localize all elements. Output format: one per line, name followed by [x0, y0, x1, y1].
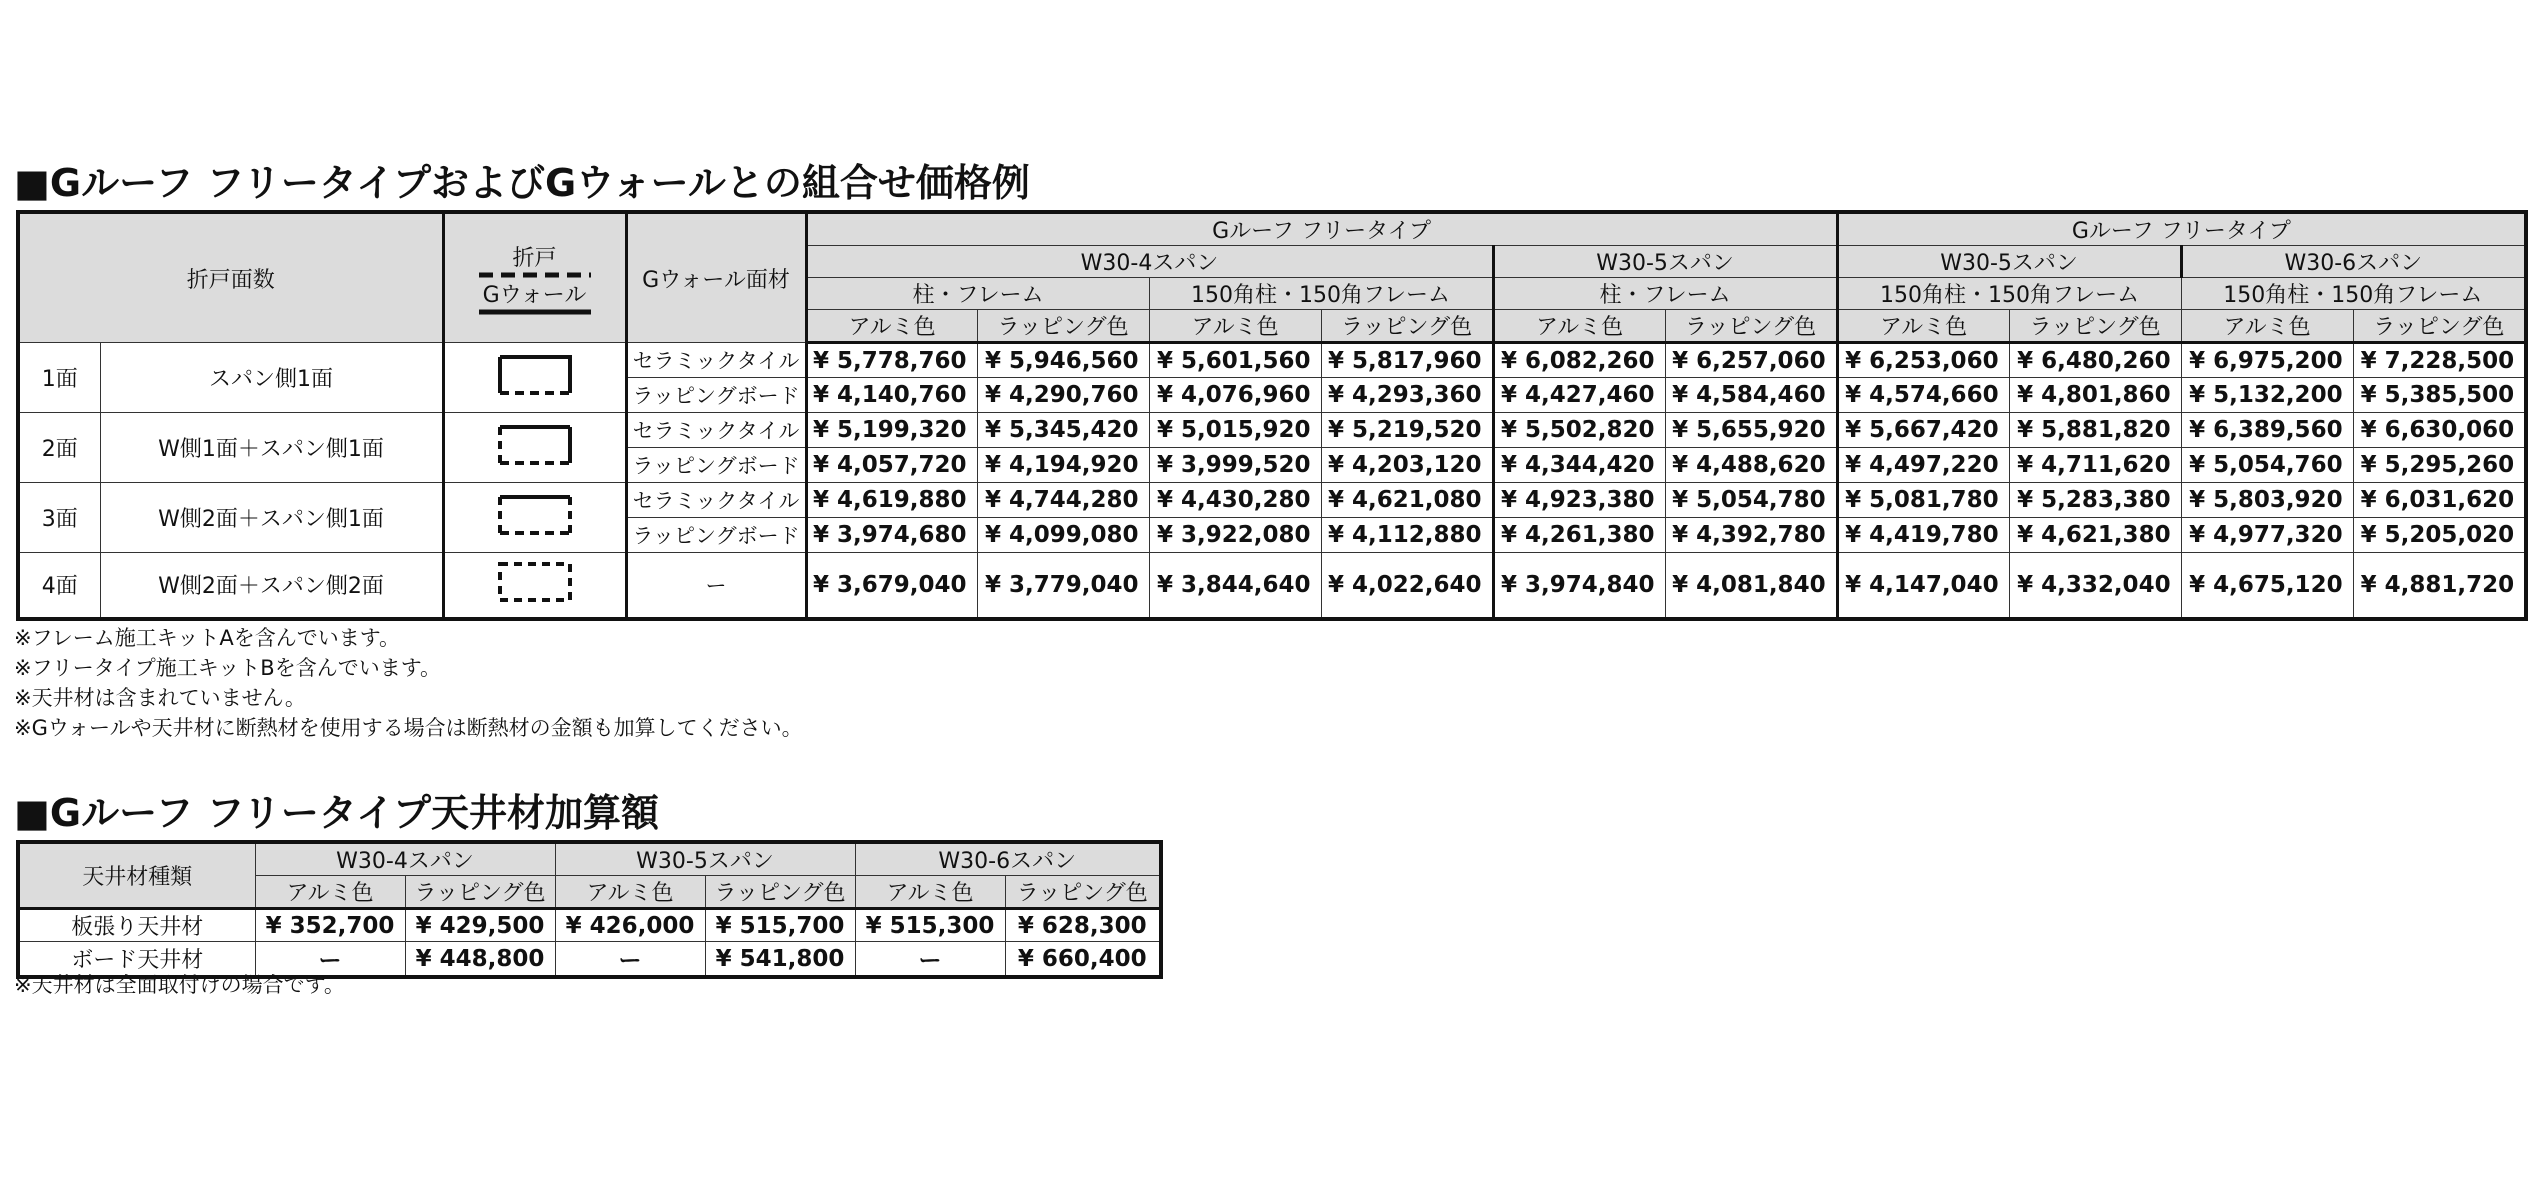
- wall-material: ラッピングボード: [626, 378, 806, 413]
- face-count: 3面: [18, 483, 100, 553]
- header-color: アルミ色: [1493, 310, 1665, 343]
- section1-notes: [14, 623, 803, 743]
- price-cell: ¥ 4,923,380: [1493, 483, 1665, 518]
- price-cell: ー: [855, 942, 1005, 978]
- section1-title: ■Gルーフ フリータイプおよびGウォールとの組合せ価格例: [14, 161, 1030, 205]
- table-row: [18, 413, 2526, 448]
- header-color: ラッピング色: [2009, 310, 2181, 343]
- price-cell: ¥ 6,480,260: [2009, 343, 2181, 378]
- header-span: W30-5スパン: [555, 842, 855, 876]
- price-cell: ¥ 4,290,760: [977, 378, 1149, 413]
- price-cell: ¥ 6,630,060: [2353, 413, 2526, 448]
- price-cell: ¥ 5,803,920: [2181, 483, 2353, 518]
- section2-title: ■Gルーフ フリータイプ天井材加算額: [14, 791, 660, 835]
- header-wall-material: Gウォール面材: [626, 212, 806, 343]
- price-cell: ¥ 4,194,920: [977, 448, 1149, 483]
- wall-material: ラッピングボード: [626, 448, 806, 483]
- face-count: 4面: [18, 553, 100, 619]
- price-cell: ¥ 4,022,640: [1321, 553, 1493, 619]
- header-frame: 柱・フレーム: [1493, 278, 1837, 310]
- price-cell: ¥ 426,000: [555, 909, 705, 942]
- price-cell: ¥ 4,801,860: [2009, 378, 2181, 413]
- price-cell: ¥ 6,253,060: [1837, 343, 2009, 378]
- price-cell: ¥ 4,147,040: [1837, 553, 2009, 619]
- header-legend: [443, 212, 626, 343]
- price-cell: ¥ 5,778,760: [806, 343, 977, 378]
- header-color: アルミ色: [255, 876, 405, 909]
- price-cell: ¥ 4,497,220: [1837, 448, 2009, 483]
- door-diagram-2: [443, 413, 626, 483]
- price-cell: ¥ 5,881,820: [2009, 413, 2181, 448]
- price-table-ceiling: [16, 840, 1163, 979]
- price-cell: ¥ 4,332,040: [2009, 553, 2181, 619]
- price-cell: ¥ 5,054,780: [1665, 483, 1837, 518]
- wall-material: セラミックタイル: [626, 413, 806, 448]
- note: ※天井材は含まれていません。: [14, 686, 306, 710]
- price-cell: ¥ 7,228,500: [2353, 343, 2526, 378]
- price-cell: ー: [255, 942, 405, 978]
- table-row: [18, 483, 2526, 518]
- price-cell: ¥ 4,203,120: [1321, 448, 1493, 483]
- header-color: アルミ色: [855, 876, 1005, 909]
- header-color: ラッピング色: [1665, 310, 1837, 343]
- price-cell: ¥ 4,621,080: [1321, 483, 1493, 518]
- door-layout-1-icon: [497, 354, 573, 396]
- door-diagram-3: [443, 483, 626, 553]
- price-cell: ¥ 5,502,820: [1493, 413, 1665, 448]
- price-cell: ¥ 4,427,460: [1493, 378, 1665, 413]
- price-cell: ¥ 4,076,960: [1149, 378, 1321, 413]
- note: ※フレーム施工キットAを含んでいます。: [14, 626, 401, 650]
- price-cell: ¥ 4,293,360: [1321, 378, 1493, 413]
- door-diagram-1: [443, 343, 626, 413]
- price-cell: ¥ 4,488,620: [1665, 448, 1837, 483]
- price-cell: ¥ 3,999,520: [1149, 448, 1321, 483]
- header-span-w30-5a: W30-5スパン: [1493, 246, 1837, 278]
- price-cell: ¥ 3,974,840: [1493, 553, 1665, 619]
- price-cell: ¥ 5,054,760: [2181, 448, 2353, 483]
- price-cell: ¥ 3,922,080: [1149, 518, 1321, 553]
- face-description: W側2面＋スパン側1面: [100, 483, 443, 553]
- price-cell: ¥ 6,975,200: [2181, 343, 2353, 378]
- price-cell: ¥ 6,082,260: [1493, 343, 1665, 378]
- header-color: アルミ色: [2181, 310, 2353, 343]
- price-cell: ¥ 628,300: [1005, 909, 1161, 942]
- price-cell: ¥ 4,099,080: [977, 518, 1149, 553]
- header-group1: Gルーフ フリータイプ: [806, 212, 1837, 246]
- header-color: ラッピング色: [705, 876, 855, 909]
- header-group2: Gルーフ フリータイプ: [1837, 212, 2526, 246]
- price-cell: ¥ 4,261,380: [1493, 518, 1665, 553]
- price-cell: ¥ 660,400: [1005, 942, 1161, 978]
- header-span: W30-4スパン: [255, 842, 555, 876]
- price-cell: ¥ 4,112,880: [1321, 518, 1493, 553]
- header-frame: 150角柱・150角フレーム: [1149, 278, 1493, 310]
- price-cell: ¥ 4,081,840: [1665, 553, 1837, 619]
- price-cell: ¥ 4,977,320: [2181, 518, 2353, 553]
- wall-material: ラッピングボード: [626, 518, 806, 553]
- price-cell: ¥ 4,140,760: [806, 378, 977, 413]
- price-cell: ¥ 6,031,620: [2353, 483, 2526, 518]
- door-layout-4-icon: [497, 561, 573, 603]
- door-diagram-4: [443, 553, 626, 619]
- price-cell: ¥ 4,881,720: [2353, 553, 2526, 619]
- face-count: 1面: [18, 343, 100, 413]
- face-description: W側2面＋スパン側2面: [100, 553, 443, 619]
- price-cell: ー: [555, 942, 705, 978]
- price-cell: ¥ 5,655,920: [1665, 413, 1837, 448]
- table-row: [18, 553, 2526, 619]
- price-cell: ¥ 5,081,780: [1837, 483, 2009, 518]
- wall-material: セラミックタイル: [626, 343, 806, 378]
- price-cell: ¥ 6,389,560: [2181, 413, 2353, 448]
- price-cell: ¥ 4,392,780: [1665, 518, 1837, 553]
- price-cell: ¥ 5,199,320: [806, 413, 977, 448]
- header-color: アルミ色: [1837, 310, 2009, 343]
- note: ※Gウォールや天井材に断熱材を使用する場合は断熱材の金額も加算してください。: [14, 716, 803, 740]
- price-cell: ¥ 5,946,560: [977, 343, 1149, 378]
- price-cell: ¥ 5,015,920: [1149, 413, 1321, 448]
- door-layout-3-icon: [497, 494, 573, 536]
- wall-material: セラミックタイル: [626, 483, 806, 518]
- header-color: ラッピング色: [977, 310, 1149, 343]
- price-cell: ¥ 352,700: [255, 909, 405, 942]
- price-cell: ¥ 3,974,680: [806, 518, 977, 553]
- price-cell: ¥ 4,344,420: [1493, 448, 1665, 483]
- table-row: [18, 909, 1161, 942]
- price-cell: ¥ 6,257,060: [1665, 343, 1837, 378]
- header-color: ラッピング色: [1005, 876, 1161, 909]
- face-description: スパン側1面: [100, 343, 443, 413]
- header-span-w30-4: W30-4スパン: [806, 246, 1493, 278]
- price-cell: ¥ 4,430,280: [1149, 483, 1321, 518]
- ceiling-type: 板張り天井材: [18, 909, 255, 942]
- price-cell: ¥ 5,385,500: [2353, 378, 2526, 413]
- price-cell: ¥ 5,205,020: [2353, 518, 2526, 553]
- header-span-w30-6: W30-6スパン: [2181, 246, 2526, 278]
- price-cell: ¥ 3,779,040: [977, 553, 1149, 619]
- price-table-combination: [16, 210, 2528, 621]
- header-frame: 150角柱・150角フレーム: [1837, 278, 2181, 310]
- header-span: W30-6スパン: [855, 842, 1161, 876]
- price-cell: ¥ 515,300: [855, 909, 1005, 942]
- price-cell: ¥ 541,800: [705, 942, 855, 978]
- price-cell: ¥ 4,675,120: [2181, 553, 2353, 619]
- price-cell: ¥ 4,711,620: [2009, 448, 2181, 483]
- price-cell: ¥ 4,621,380: [2009, 518, 2181, 553]
- header-ceiling-type: 天井材種類: [18, 842, 255, 909]
- header-frame: 150角柱・150角フレーム: [2181, 278, 2526, 310]
- note: ※フリータイプ施工キットBを含んでいます。: [14, 656, 442, 680]
- header-color: ラッピング色: [1321, 310, 1493, 343]
- price-cell: ¥ 4,584,460: [1665, 378, 1837, 413]
- price-cell: ¥ 5,667,420: [1837, 413, 2009, 448]
- price-cell: ¥ 3,844,640: [1149, 553, 1321, 619]
- price-cell: ¥ 5,283,380: [2009, 483, 2181, 518]
- price-cell: ¥ 5,219,520: [1321, 413, 1493, 448]
- price-cell: ¥ 429,500: [405, 909, 555, 942]
- ceiling-type: ボード天井材: [18, 942, 255, 978]
- legend-bottom-label: Gウォール: [482, 283, 587, 308]
- header-frame: 柱・フレーム: [806, 278, 1149, 310]
- door-layout-2-icon: [497, 424, 573, 466]
- header-span-w30-5b: W30-5スパン: [1837, 246, 2181, 278]
- section2-notes: [14, 970, 345, 1000]
- price-cell: ¥ 5,817,960: [1321, 343, 1493, 378]
- note: ※天井材は全面取付けの場合です。: [14, 973, 345, 997]
- wall-material: ー: [626, 553, 806, 619]
- price-cell: ¥ 5,132,200: [2181, 378, 2353, 413]
- header-color: ラッピング色: [2353, 310, 2526, 343]
- solid-line-icon: [479, 309, 591, 315]
- price-cell: ¥ 4,574,660: [1837, 378, 2009, 413]
- price-cell: ¥ 515,700: [705, 909, 855, 942]
- price-cell: ¥ 4,619,880: [806, 483, 977, 518]
- price-cell: ¥ 4,419,780: [1837, 518, 2009, 553]
- price-cell: ¥ 5,295,260: [2353, 448, 2526, 483]
- header-color: アルミ色: [806, 310, 977, 343]
- face-description: W側1面＋スパン側1面: [100, 413, 443, 483]
- legend-top-label: 折戸: [512, 246, 557, 271]
- price-cell: ¥ 5,345,420: [977, 413, 1149, 448]
- price-cell: ¥ 4,744,280: [977, 483, 1149, 518]
- face-count: 2面: [18, 413, 100, 483]
- price-cell: ¥ 4,057,720: [806, 448, 977, 483]
- header-color: ラッピング色: [405, 876, 555, 909]
- header-color: アルミ色: [555, 876, 705, 909]
- table-row: [18, 343, 2526, 378]
- header-faces: 折戸面数: [18, 212, 443, 343]
- price-cell: ¥ 5,601,560: [1149, 343, 1321, 378]
- header-color: アルミ色: [1149, 310, 1321, 343]
- price-cell: ¥ 3,679,040: [806, 553, 977, 619]
- price-cell: ¥ 448,800: [405, 942, 555, 978]
